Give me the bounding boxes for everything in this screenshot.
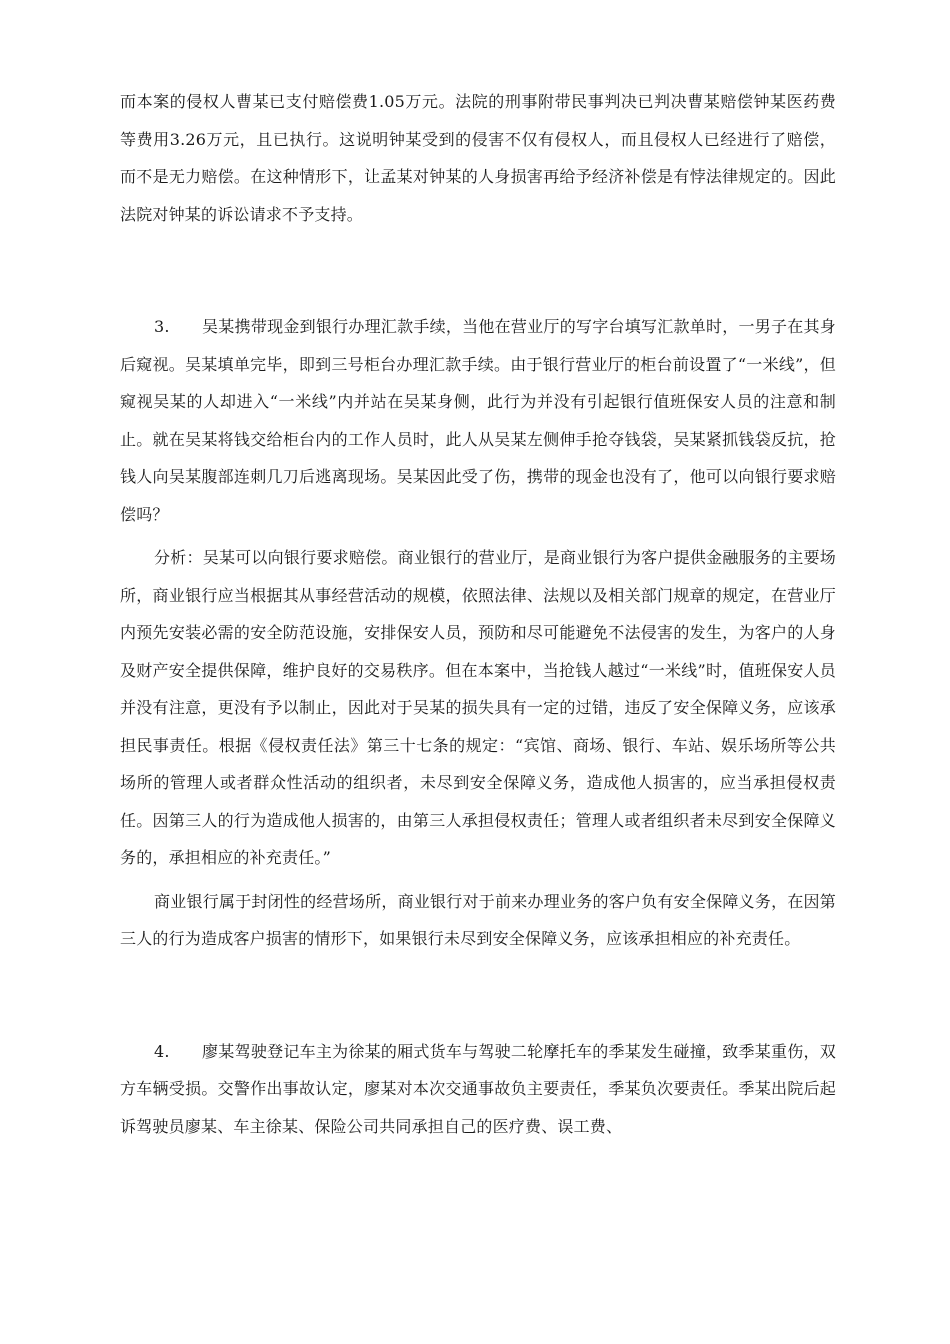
case-number: 4. [154,1041,170,1061]
paragraph-case3-facts [120,308,836,533]
case-number: 3. [154,317,170,336]
paragraph-case3-conclusion: 商业银行属于封闭性的经营场所，商业银行对于前来办理业务的客户负有安全保障义务，在因第三人的行为造成客户损害的情形下，如果银行未尽到安全保障义务，应该承担相应的补充责任。 [120,891,836,948]
section-spacer [120,958,836,1033]
section-spacer [120,233,836,308]
paragraph-case3-analysis: 分析：吴某可以向银行要求赔偿。商业银行的营业厅，是商业银行为客户提供金融服务的主要场所，商业银行应当根据其从事经营活动的规模，依照法律、法规以及相关部门规章的规定，在营业厅内预先安装必需的安全防范设施，安排保安人员，预防和尽可能避免不法侵害的发生，为客户的人身及财产安全提供保障，维护良好的交易秩序。但在本案中，当抢钱人越过“一米线”时，值班保安人员并没有注意，更没有予以制止，因此对于吴某的损失具有一定的过错，违反了安全保障义务，应该承担民事责任。根据《侵权责任法》第三十七条的规定：“宾馆、商场、银行、车站、娱乐场所等公共场所的管理人或者群众性活动的组织者，未尽到安全保障义务，造成他人损害的，应当承担侵权责任。因第三人的行为造成他人损害的，由第三人承担侵权责任；管理人或者组织者未尽到安全保障义务的，承担相应的补充责任。” [120,548,836,867]
paragraph-case2-conclusion: 而本案的侵权人曹某已支付赔偿费1.05万元。法院的刑事附带民事判决已判决曹某赔偿钟某医药费等费用3.26万元，且已执行。这说明钟某受到的侵害不仅有侵权人，而且侵权人已经进行了赔偿，而不是无力赔偿。在这种情形下，让孟某对钟某的人身损害再给予经济补偿是有悖法律规定的。因此法院对钟某的诉讼请求不予支持。 [120,92,836,224]
document-page [120,83,836,1145]
paragraph-case4-facts [120,1033,836,1146]
case3-facts-text: 吴某携带现金到银行办理汇款手续，当他在营业厅的写字台填写汇款单时，一男子在其身后窥视。吴某填单完毕，即到三号柜台办理汇款手续。由于银行营业厅的柜台前设置了“一米线”，但窥视吴某的人却进入“一米线”内并站在吴某身侧，此行为并没有引起银行值班保安人员的注意和制止。就在吴某将钱交给柜台内的工作人员时，此人从吴某左侧伸手抢夺钱袋，吴某紧抓钱袋反抗，抢钱人向吴某腹部连刺几刀后逃离现场。吴某因此受了伤，携带的现金也没有了，他可以向银行要求赔偿吗？ [120,317,836,524]
case4-facts-text: 廖某驾驶登记车主为徐某的厢式货车与驾驶二轮摩托车的季某发生碰撞，致季某重伤，双方车辆受损。交警作出事故认定，廖某对本次交通事故负主要责任，季某负次要责任。季某出院后起诉驾驶员廖某、车主徐某、保险公司共同承担自己的医疗费、误工费、 [120,1041,836,1136]
